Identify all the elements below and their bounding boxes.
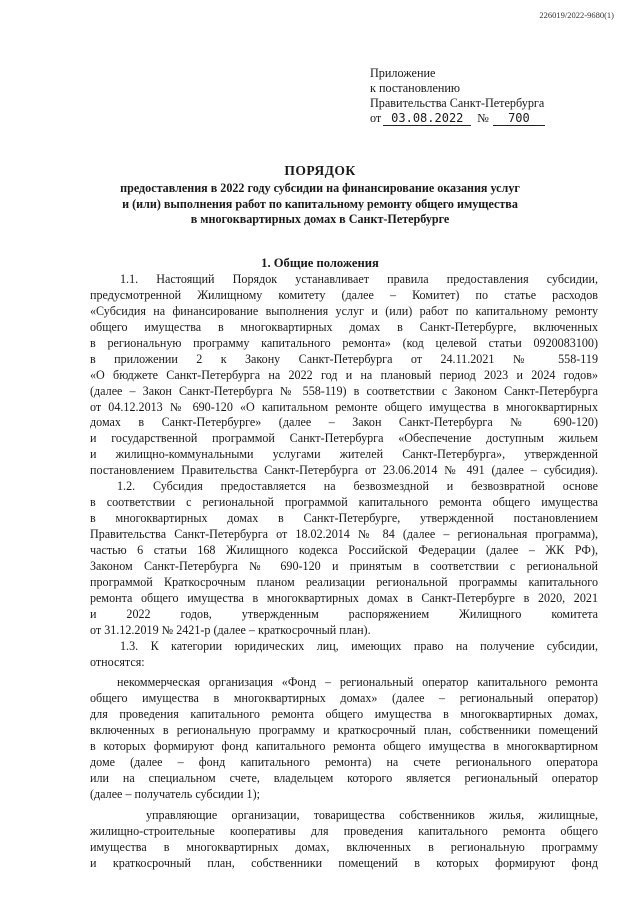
text-line: от 04.12.2013 № 690-120 «О капитальном ремонте общего имущества в многоквартирных [90,399,598,414]
resolution-date: 03.08.2022 [383,112,471,126]
text-line: имущества в многоквартирных домах, включенных в региональную программу [90,839,598,854]
text-line: «Субсидия на финансирование выполнения услуг и (или) работ по капитальному ремонту [90,303,598,318]
text-line: ремонта общего имущества в многоквартирных домах в Санкт-Петербурге в 2020, 2021 [90,590,598,605]
paragraph-management-organizations [90,808,598,872]
text-line: и 2022 годов, утвержденным распоряжением Жилищного комитета [90,606,598,621]
paragraph-regional-operator [90,675,598,803]
text-line: частью 6 статьи 168 Жилищного кодекса Российской Федерации (далее – ЖК РФ), [90,542,598,557]
text-line: программой Краткосрочным планом реализации региональной программы капитального [90,574,598,589]
section-heading: 1. Общие положения [261,256,379,270]
paragraph-1-2 [90,479,598,638]
text-line: жилищно-строительные кооперативы для проведения капитального ремонта общего [90,823,598,838]
text-line: постановлением Правительства Санкт-Петербурга от 23.06.2014 № 491 (далее – субсидия). [90,463,598,478]
text-line: Законом Санкт-Петербурга № 690-120 и принятым в соответствии с региональной [90,558,598,573]
text-line: общего имущества в многоквартирных домах в Санкт-Петербурге, включенных [90,319,598,334]
subtitle-line: предоставления в 2022 году субсидии на финансирование оказания услуг [120,181,520,195]
text-line: в соответствии с региональной программой капитального ремонта общего имущества [90,495,598,510]
text-line: в многоквартирных домах в Санкт-Петербурге, утвержденной постановлением [90,511,598,526]
text-line: для проведения капитального ремонта общего имущества в многоквартирных домах, [90,707,598,722]
number-prefix: № [477,111,489,125]
text-line: или на специальном счете, владельцем которого является региональный оператор [90,771,598,786]
resolution-number: 700 [493,112,545,126]
annex-line: Приложение [370,66,436,80]
date-prefix: от [370,111,382,125]
text-line: и краткосрочный план, собственники помещений в которых формируют фонд [90,855,598,870]
text-line: «О бюджете Санкт-Петербурга на 2022 год и на плановый период 2023 и 2024 годов» [90,367,598,382]
text-line: (далее – Закон Санкт-Петербурга № 558-119) в соответствии с Законом Санкт-Петербурга [90,383,598,398]
subtitle-line: в многоквартирных домах в Санкт-Петербурге [190,212,450,226]
text-line: 1.2. Субсидия предоставляется на безвозмездной и безвозвратной основе [117,479,598,494]
text-line: некоммерческая организация «Фонд – региональный оператор капитального ремонта [117,675,598,690]
text-line: Правительства Санкт-Петербурга от 18.02.2014 № 84 (далее – региональная программа), [90,527,598,541]
subtitle-line: и (или) выполнения работ по капитальному ремонту общего имущества [122,196,518,211]
text-line: и жилищно-коммунальными услугами жителей Санкт-Петербурга», утвержденной [90,447,598,462]
annex-date-line [370,111,545,126]
text-line: (далее – получатель субсидии 1); [90,787,260,801]
text-line: доме (далее – фонд капитального ремонта) на счете регионального оператора [90,755,598,770]
text-line: относятся: [90,654,145,669]
annex-block [370,66,545,126]
document-subtitle [0,181,640,228]
text-line: в региональную программу капитального ремонта» (код целевой статьи 0920083100) [90,335,598,350]
paragraph-1-3 [90,639,598,671]
text-line: в приложении 2 к Закону Санкт-Петербурга от 24.11.2021 № 558-119 [90,351,598,366]
paragraph-1-1 [90,272,598,479]
text-line: в которых формируют фонд капитального ремонта общего имущества в многоквартирном [90,739,598,754]
text-line: и государственной программой Санкт-Петербурга «Обеспечение доступным жильем [90,431,598,446]
document-body [90,272,598,872]
document-title: ПОРЯДОК [284,163,356,178]
text-line: 1.1. Настоящий Порядок устанавливает правила предоставления субсидии, [120,272,598,286]
text-line: домах в Санкт-Петербурге» (далее – Закон Санкт-Петербурга № 690-120) [90,415,598,430]
text-line: 1.3. К категории юридических лиц, имеющих право на получение субсидии, [120,638,598,653]
text-line: включенных в региональную программу и краткосрочный план, собственники помещений [90,723,598,738]
text-line: предусмотренной Жилищному комитету (далее – Комитет) по статье расходов [90,287,598,302]
text-line: общего имущества в многоквартирных домах» (далее – региональный оператор) [90,691,598,706]
document-id: 226019/2022-9680(1) [539,10,614,20]
text-line: от 31.12.2019 № 2421-р (далее – краткосрочный план). [90,622,371,637]
annex-line: Правительства Санкт-Петербурга [370,96,545,110]
annex-line: к постановлению [370,81,461,95]
text-line: управляющие организации, товарищества собственников жилья, жилищные, [146,807,598,822]
